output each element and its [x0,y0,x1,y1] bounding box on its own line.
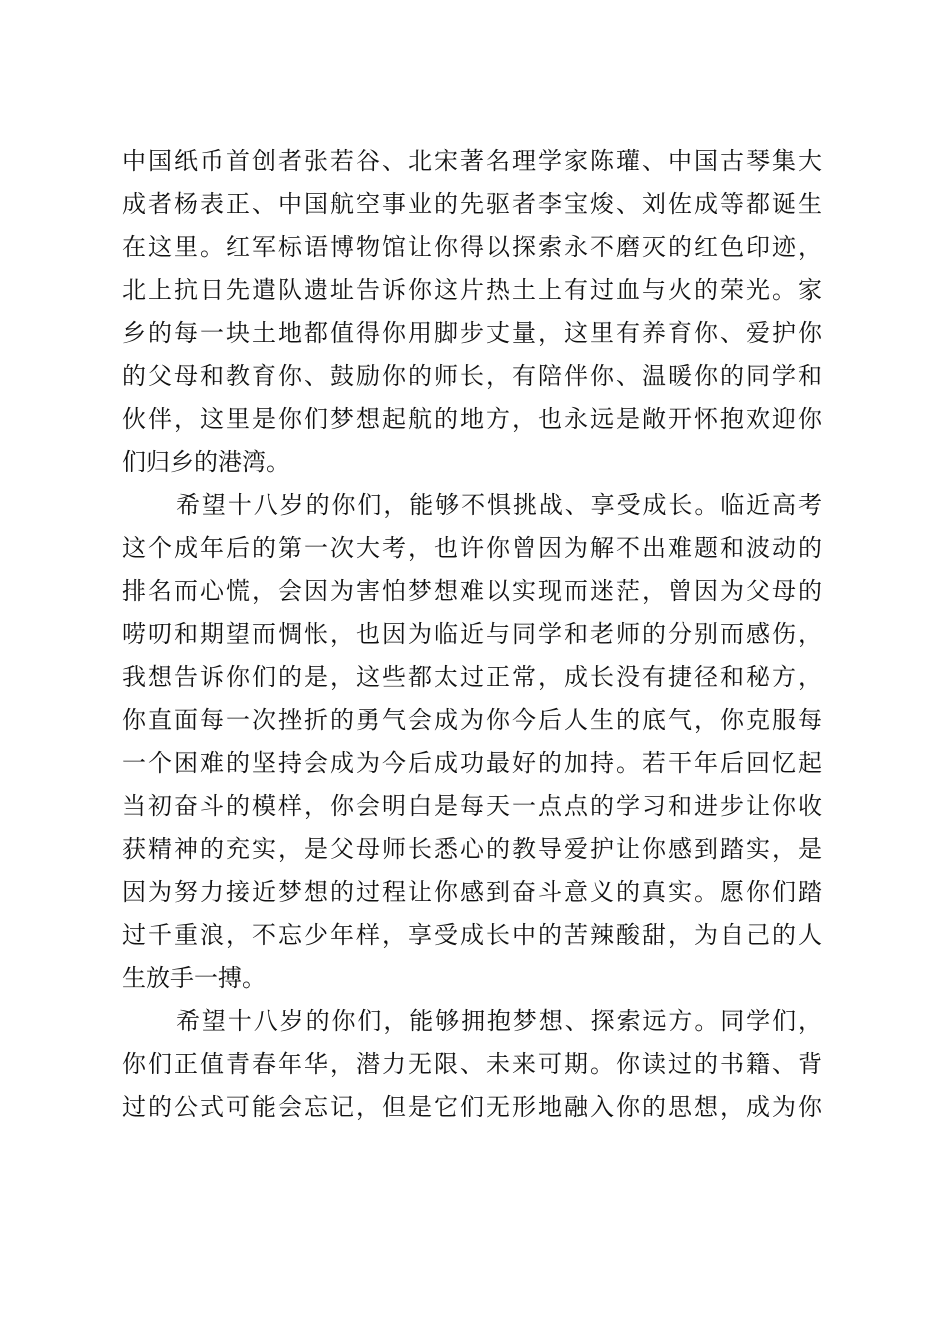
text-line: 北上抗日先遣队遗址告诉你这片热土上有过血与火的荣光。家 [122,276,822,304]
text-line: 过千重浪，不忘少年样，享受成长中的苦辣酸甜，为自己的人 [122,921,822,949]
text-line: 过的公式可能会忘记，但是它们无形地融入你的思想，成为你 [122,1093,822,1121]
text-line: 获精神的充实，是父母师长悉心的教导爱护让你感到踏实，是 [122,835,822,863]
text-line: 乡的每一块土地都值得你用脚步丈量，这里有养育你、爱护你 [122,319,822,347]
text-line: 的父母和教育你、鼓励你的师长，有陪伴你、温暖你的同学和 [122,362,822,390]
text-line: 你们正值青春年华，潜力无限、未来可期。你读过的书籍、背 [122,1050,822,1078]
text-line: 成者杨表正、中国航空事业的先驱者李宝焌、刘佐成等都诞生 [122,190,822,218]
text-line: 因为努力接近梦想的过程让你感到奋斗意义的真实。愿你们踏 [122,878,822,906]
text-line: 一个困难的坚持会成为今后成功最好的加持。若干年后回忆起 [122,749,822,777]
text-line: 唠叨和期望而惆怅，也因为临近与同学和老师的分别而感伤， [122,620,822,648]
text-line: 们归乡的港湾。 [122,448,290,476]
document-page [122,140,822,1129]
text-line: 你直面每一次挫折的勇气会成为你今后人生的底气，你克服每 [122,706,822,734]
text-line: 希望十八岁的你们，能够拥抱梦想、探索远方。同学们， [176,1007,822,1035]
text-line: 伙伴，这里是你们梦想起航的地方，也永远是敞开怀抱欢迎你 [122,405,822,433]
text-line: 希望十八岁的你们，能够不惧挑战、享受成长。临近高考 [176,491,822,519]
text-line: 我想告诉你们的是，这些都太过正常，成长没有捷径和秘方， [122,663,822,691]
text-line: 中国纸币首创者张若谷、北宋著名理学家陈瓘、中国古琴集大 [122,147,822,175]
text-line: 排名而心慌，会因为害怕梦想难以实现而迷茫，曾因为父母的 [122,577,822,605]
text-line: 这个成年后的第一次大考，也许你曾因为解不出难题和波动的 [122,534,822,562]
text-line: 在这里。红军标语博物馆让你得以探索永不磨灭的红色印迹， [122,233,822,261]
text-line: 当初奋斗的模样，你会明白是每天一点点的学习和进步让你收 [122,792,822,820]
text-line: 生放手一搏。 [122,964,266,992]
